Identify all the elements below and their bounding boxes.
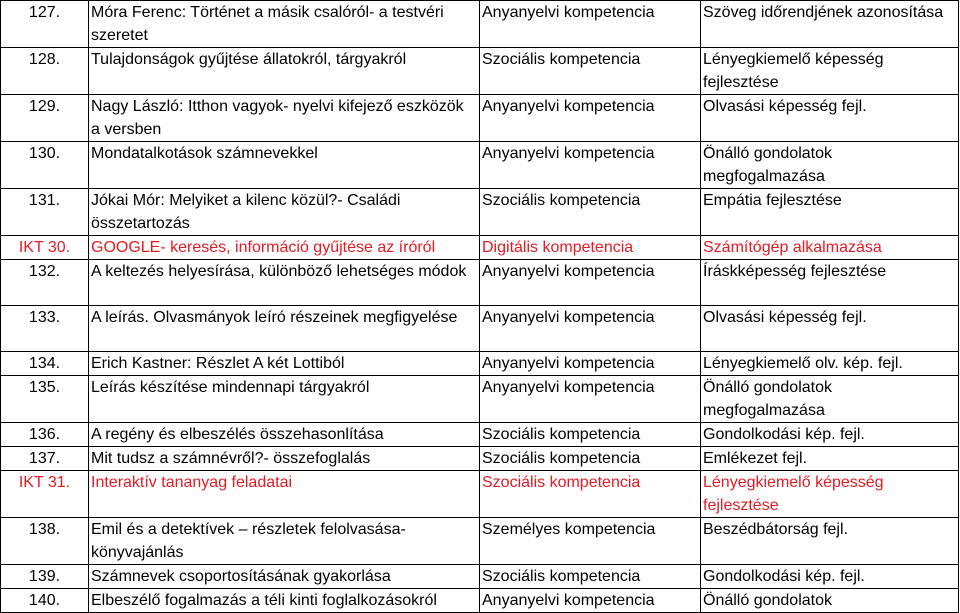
lesson-title: A keltezés helyesírása, különböző lehetséges módok	[89, 260, 480, 306]
competence-cell: Anyanyelvi kompetencia	[480, 589, 701, 613]
skill-cell: Empátia fejlesztése	[701, 189, 959, 236]
row-number: 131.	[1, 189, 89, 236]
skill-cell: Lényegkiemelő olv. kép. fejl.	[701, 352, 959, 376]
competence-cell: Szociális kompetencia	[480, 447, 701, 471]
skill-cell: Számítógép alkalmazása	[701, 236, 959, 260]
table-row	[1, 236, 959, 260]
table-row	[1, 352, 959, 376]
lesson-title: Móra Ferenc: Történet a másik csalóról- a testvéri szeretet	[89, 1, 480, 48]
row-number: 137.	[1, 447, 89, 471]
table-row	[1, 589, 959, 613]
skill-cell: Emlékezet fejl.	[701, 447, 959, 471]
table-row	[1, 189, 959, 236]
competence-cell: Digitális kompetencia	[480, 236, 701, 260]
competence-cell: Anyanyelvi kompetencia	[480, 142, 701, 189]
skill-cell: Önálló gondolatok megfogalmazása	[701, 376, 959, 423]
row-number: 129.	[1, 95, 89, 142]
skill-cell: Olvasási képesség fejl.	[701, 95, 959, 142]
table-row	[1, 260, 959, 306]
skill-cell: Gondolkodási kép. fejl.	[701, 565, 959, 589]
table-row	[1, 518, 959, 565]
competence-cell: Személyes kompetencia	[480, 518, 701, 565]
row-number: 138.	[1, 518, 89, 565]
table-row	[1, 95, 959, 142]
lesson-title: Nagy László: Itthon vagyok- nyelvi kifejező eszközök a versben	[89, 95, 480, 142]
skill-cell: Önálló gondolatok	[701, 589, 959, 613]
table-row	[1, 1, 959, 48]
lesson-title: Jókai Mór: Melyiket a kilenc közül?- Családi összetartozás	[89, 189, 480, 236]
row-number: 128.	[1, 48, 89, 95]
row-number: 133.	[1, 306, 89, 352]
table-row	[1, 142, 959, 189]
lesson-title: Mondatalkotások számnevekkel	[89, 142, 480, 189]
competence-cell: Szociális kompetencia	[480, 423, 701, 447]
row-number: 127.	[1, 1, 89, 48]
skill-cell: Olvasási képesség fejl.	[701, 306, 959, 352]
competence-cell: Anyanyelvi kompetencia	[480, 260, 701, 306]
table-row	[1, 565, 959, 589]
skill-cell: Önálló gondolatok megfogalmazása	[701, 142, 959, 189]
table-row	[1, 471, 959, 518]
skill-cell: Lényegkiemelő képesség fejlesztése	[701, 48, 959, 95]
table-row	[1, 306, 959, 352]
competence-cell: Szociális kompetencia	[480, 48, 701, 95]
skill-cell: Szöveg időrendjének azonosítása	[701, 1, 959, 48]
lesson-title: Számnevek csoportosításának gyakorlása	[89, 565, 480, 589]
lesson-title: Tulajdonságok gyűjtése állatokról, tárgyakról	[89, 48, 480, 95]
skill-cell: Gondolkodási kép. fejl.	[701, 423, 959, 447]
row-number: 134.	[1, 352, 89, 376]
skill-cell: Lényegkiemelő képesség fejlesztése	[701, 471, 959, 518]
lesson-title: Mit tudsz a számnévről?- összefoglalás	[89, 447, 480, 471]
row-number: 136.	[1, 423, 89, 447]
lesson-title: A leírás. Olvasmányok leíró részeinek megfigyelése	[89, 306, 480, 352]
table-row	[1, 447, 959, 471]
skill-cell: Íráskképesség fejlesztése	[701, 260, 959, 306]
row-number: 139.	[1, 565, 89, 589]
row-number: IKT 31.	[1, 471, 89, 518]
competence-cell: Szociális kompetencia	[480, 471, 701, 518]
lesson-title: Interaktív tananyag feladatai	[89, 471, 480, 518]
competence-cell: Anyanyelvi kompetencia	[480, 1, 701, 48]
competence-cell: Szociális kompetencia	[480, 189, 701, 236]
row-number: IKT 30.	[1, 236, 89, 260]
row-number: 140.	[1, 589, 89, 613]
table-row	[1, 48, 959, 95]
lesson-title: A regény és elbeszélés összehasonlítása	[89, 423, 480, 447]
lesson-title: Emil és a detektívek – részletek felolvasása-könyvajánlás	[89, 518, 480, 565]
table-row	[1, 423, 959, 447]
row-number: 130.	[1, 142, 89, 189]
lesson-title: Elbeszélő fogalmazás a téli kinti foglalkozásokról	[89, 589, 480, 613]
lesson-title: Leírás készítése mindennapi tárgyakról	[89, 376, 480, 423]
lesson-title: GOOGLE- keresés, információ gyűjtése az íróról	[89, 236, 480, 260]
lesson-plan-body	[1, 1, 959, 613]
competence-cell: Anyanyelvi kompetencia	[480, 95, 701, 142]
table-row	[1, 376, 959, 423]
competence-cell: Anyanyelvi kompetencia	[480, 376, 701, 423]
competence-cell: Anyanyelvi kompetencia	[480, 352, 701, 376]
skill-cell: Beszédbátorság fejl.	[701, 518, 959, 565]
lesson-title: Erich Kastner: Részlet A két Lottiból	[89, 352, 480, 376]
competence-cell: Szociális kompetencia	[480, 565, 701, 589]
row-number: 132.	[1, 260, 89, 306]
row-number: 135.	[1, 376, 89, 423]
competence-cell: Anyanyelvi kompetencia	[480, 306, 701, 352]
